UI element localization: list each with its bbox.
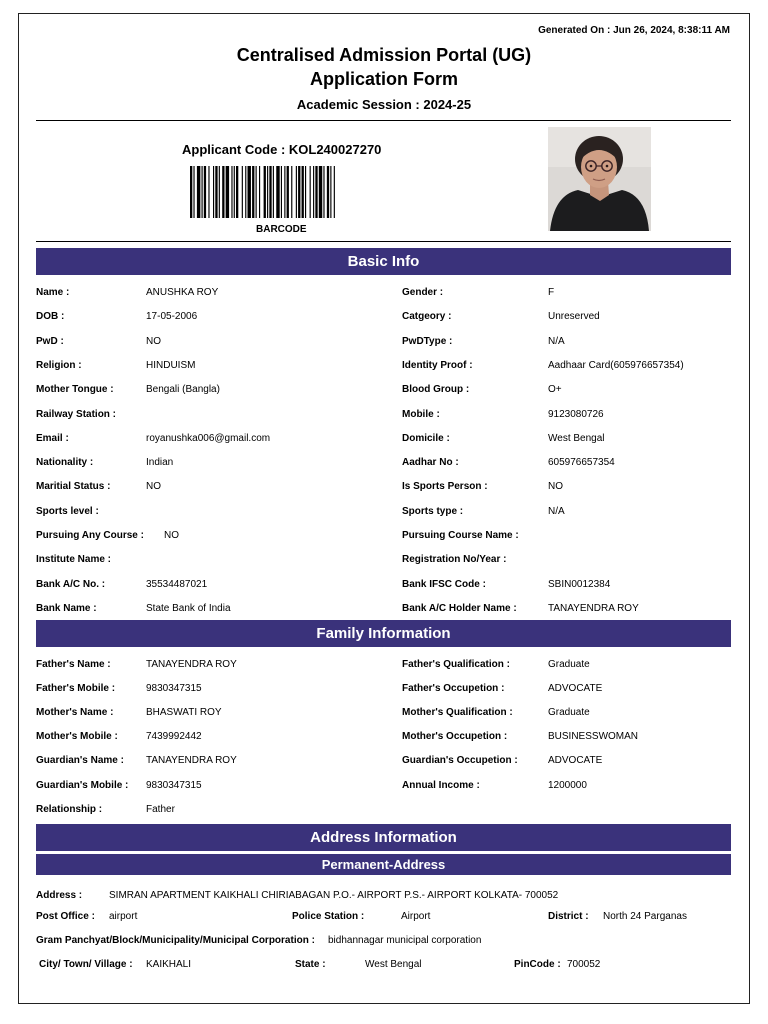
label-is-sports-person: Is Sports Person : — [402, 481, 488, 493]
state-label: State : — [295, 959, 326, 970]
label-sports-type: Sports type : — [402, 505, 464, 517]
label-name: Name : — [36, 287, 70, 298]
label-bank-a-c-holder-name: Bank A/C Holder Name : — [402, 602, 517, 614]
label-gender: Gender : — [402, 287, 444, 298]
label-institute-name: Institute Name : — [36, 554, 112, 566]
form-title: Application Form — [310, 69, 458, 89]
value-aadhar-no: 605976657354 — [548, 457, 615, 469]
label-mother-s-occupetion: Mother's Occupetion : — [402, 731, 508, 743]
value-dob: 17-05-2006 — [146, 311, 198, 323]
value-identity-proof: Aadhaar Card(605976657354) — [548, 359, 684, 371]
label-registration-no-year: Registration No/Year : — [402, 554, 507, 566]
label-aadhar-no: Aadhar No : — [402, 457, 459, 469]
label-relationship: Relationship : — [36, 803, 103, 815]
value-father-s-name: TANAYENDRA ROY — [146, 659, 237, 670]
pincode-label: PinCode : — [514, 959, 561, 970]
label-railway-station: Railway Station : — [36, 408, 117, 420]
label-guardian-s-mobile: Guardian's Mobile : — [36, 779, 129, 791]
barcode-image — [190, 166, 396, 218]
police-station-value: Airport — [401, 911, 431, 922]
label-father-s-mobile: Father's Mobile : — [36, 683, 116, 695]
value-mother-s-occupetion: BUSINESSWOMAN — [548, 731, 639, 743]
police-station-label: Police Station : — [292, 911, 365, 922]
label-mother-s-mobile: Mother's Mobile : — [36, 731, 118, 743]
section-address-information: Address Information — [36, 824, 731, 851]
value-bank-name: State Bank of India — [146, 602, 231, 614]
code-divider — [36, 241, 731, 242]
value-pwdtype: N/A — [548, 335, 565, 347]
value-catgeory: Unreserved — [548, 311, 600, 323]
label-pursuing-any-course: Pursuing Any Course : — [36, 530, 144, 541]
section-permanent-address: Permanent-Address — [36, 854, 731, 875]
value-father-s-occupetion: ADVOCATE — [548, 683, 603, 695]
value-email: royanushka006@gmail.com — [146, 432, 271, 444]
post-office-label: Post Office : — [36, 911, 95, 922]
label-pwdtype: PwDType : — [402, 335, 453, 347]
value-is-sports-person: NO — [548, 481, 563, 493]
applicant-photo — [548, 127, 651, 231]
section-basic-info: Basic Info — [36, 248, 731, 275]
value-pwd: NO — [146, 335, 161, 347]
label-bank-name: Bank Name : — [36, 602, 97, 614]
value-sports-type: N/A — [548, 505, 565, 517]
value-annual-income: 1200000 — [548, 779, 587, 791]
label-guardian-s-occupetion: Guardian's Occupetion : — [402, 755, 518, 767]
value-name: ANUSHKA ROY — [146, 287, 219, 298]
address-value: SIMRAN APARTMENT KAIKHALI CHIRIABAGAN P.O.- AIRPORT P.S.- AIRPORT KOLKATA- 700052 — [109, 890, 559, 901]
label-sports-level: Sports level : — [36, 505, 99, 517]
city-label: City/ Town/ Village : — [39, 959, 133, 970]
value-gender: F — [548, 287, 555, 298]
value-guardian-s-occupetion: ADVOCATE — [548, 755, 603, 767]
label-bank-ifsc-code: Bank IFSC Code : — [402, 578, 486, 590]
value-guardian-s-name: TANAYENDRA ROY — [146, 755, 237, 767]
city-value: KAIKHALI — [146, 959, 192, 970]
value-mother-s-name: BHASWATI ROY — [146, 707, 222, 719]
label-father-s-occupetion: Father's Occupetion : — [402, 683, 505, 695]
value-guardian-s-mobile: 9830347315 — [146, 779, 202, 791]
value-maritial-status: NO — [146, 481, 161, 493]
applicant-code: Applicant Code : KOL240027270 — [182, 142, 382, 157]
label-nationality: Nationality : — [36, 457, 94, 469]
address-label: Address : — [36, 890, 83, 901]
value-bank-a-c-holder-name: TANAYENDRA ROY — [548, 602, 639, 614]
value-mother-s-qualification: Graduate — [548, 707, 590, 719]
district-label: District : — [548, 911, 589, 922]
label-mother-s-qualification: Mother's Qualification : — [402, 707, 513, 719]
post-office-value: airport — [109, 911, 138, 922]
label-email: Email : — [36, 432, 69, 444]
label-domicile: Domicile : — [402, 432, 450, 444]
label-annual-income: Annual Income : — [402, 779, 480, 791]
label-pwd: PwD : — [36, 335, 64, 347]
gram-panchayat-label: Gram Panchyat/Block/Municipality/Municipal Corporation : — [36, 935, 315, 946]
pincode-value: 700052 — [567, 959, 601, 970]
gram-panchayat-value: bidhannagar municipal corporation — [328, 935, 482, 946]
state-value: West Bengal — [365, 959, 422, 970]
barcode-label: BARCODE — [256, 224, 307, 235]
value-father-s-qualification: Graduate — [548, 659, 590, 670]
label-mother-tongue: Mother Tongue : — [36, 384, 114, 396]
label-father-s-qualification: Father's Qualification : — [402, 659, 510, 670]
value-bank-ifsc-code: SBIN0012384 — [548, 578, 611, 590]
label-bank-a-c-no: Bank A/C No. : — [36, 578, 106, 590]
district-value: North 24 Parganas — [603, 911, 687, 922]
academic-session: Academic Session : 2024-25 — [296, 97, 472, 112]
label-maritial-status: Maritial Status : — [36, 481, 111, 493]
label-dob: DOB : — [36, 311, 65, 323]
value-bank-a-c-no: 35534487021 — [146, 578, 208, 590]
value-religion: HINDUISM — [146, 359, 196, 371]
label-identity-proof: Identity Proof : — [402, 359, 473, 371]
value-father-s-mobile: 9830347315 — [146, 683, 202, 695]
value-blood-group: O+ — [548, 384, 562, 396]
label-father-s-name: Father's Name : — [36, 659, 111, 670]
label-guardian-s-name: Guardian's Name : — [36, 755, 124, 767]
value-mother-tongue: Bengali (Bangla) — [146, 384, 220, 396]
label-catgeory: Catgeory : — [402, 311, 452, 323]
portal-title: Centralised Admission Portal (UG) — [236, 45, 532, 65]
value-mother-s-mobile: 7439992442 — [146, 731, 202, 743]
label-pursuing-course-name: Pursuing Course Name : — [402, 530, 519, 541]
value-mobile: 9123080726 — [548, 408, 604, 420]
generated-on: Generated On : Jun 26, 2024, 8:38:11 AM — [538, 25, 730, 36]
label-mother-s-name: Mother's Name : — [36, 707, 114, 719]
label-blood-group: Blood Group : — [402, 384, 470, 396]
label-mobile: Mobile : — [402, 408, 440, 420]
value-nationality: Indian — [146, 457, 174, 469]
value-relationship: Father — [146, 803, 175, 815]
header-divider — [36, 120, 731, 121]
label-religion: Religion : — [36, 359, 82, 371]
section-family-information: Family Information — [36, 620, 731, 647]
value-domicile: West Bengal — [548, 432, 605, 444]
value-pursuing-any-course: NO — [164, 530, 179, 541]
